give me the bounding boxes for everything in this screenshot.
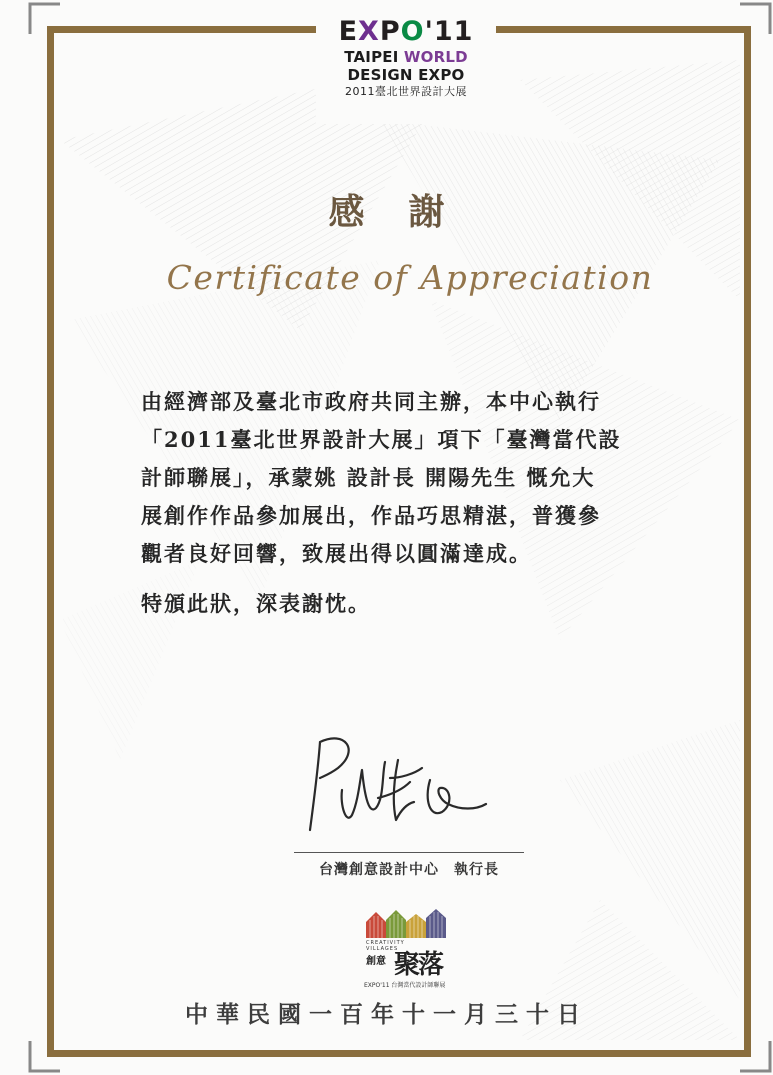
- certificate-body: [141, 383, 661, 573]
- village-footer: EXPO'11 台灣當代設計師聯展: [364, 982, 446, 989]
- signature-line: [294, 852, 524, 853]
- body-line: 展創作作品參加展出，作品巧思精湛，普獲參: [141, 503, 601, 528]
- body-line: 觀者良好回響，致展出得以圓滿達成。: [141, 541, 532, 566]
- signer-title: 台灣創意設計中心 執行長: [319, 862, 499, 878]
- body-line: 計師聯展」，承蒙姚 設計長 開陽先生 慨允大: [141, 465, 596, 490]
- photo-corner-bottom-right: [738, 1039, 772, 1073]
- creativity-villages-logo: [352, 906, 462, 992]
- photo-corner-top-left: [28, 2, 62, 36]
- logo-line-chinese: 2011臺北世界設計大展: [345, 85, 467, 98]
- logo-line-design-expo: DESIGN EXPO: [347, 66, 465, 84]
- body-line: 由經濟部及臺北市政府共同主辦，本中心執行: [141, 389, 601, 414]
- photo-corner-bottom-left: [28, 1039, 62, 1073]
- expo-logo: [316, 6, 496, 124]
- issue-date: 中華民國一百年十一月三十日: [185, 1001, 588, 1028]
- closing-statement: 特頒此狀，深表謝忱。: [141, 591, 371, 616]
- village-english: CREATIVITY VILLAGES: [366, 940, 405, 952]
- logo-line-taipei-world: TAIPEI WORLD: [344, 48, 468, 66]
- photo-corner-top-right: [738, 2, 772, 36]
- village-chinese-large: 聚落: [394, 950, 443, 980]
- expo-wordmark: EXPO'11: [338, 16, 474, 47]
- village-rooftops-icon: [352, 906, 462, 940]
- handwritten-signature: [290, 720, 520, 850]
- body-line: 「2011臺北世界設計大展」項下「臺灣當代設: [141, 427, 622, 452]
- title-chinese: 感謝: [328, 191, 489, 233]
- title-english-script: Certificate of Appreciation: [166, 258, 654, 297]
- village-chinese-small: 創意: [366, 956, 386, 967]
